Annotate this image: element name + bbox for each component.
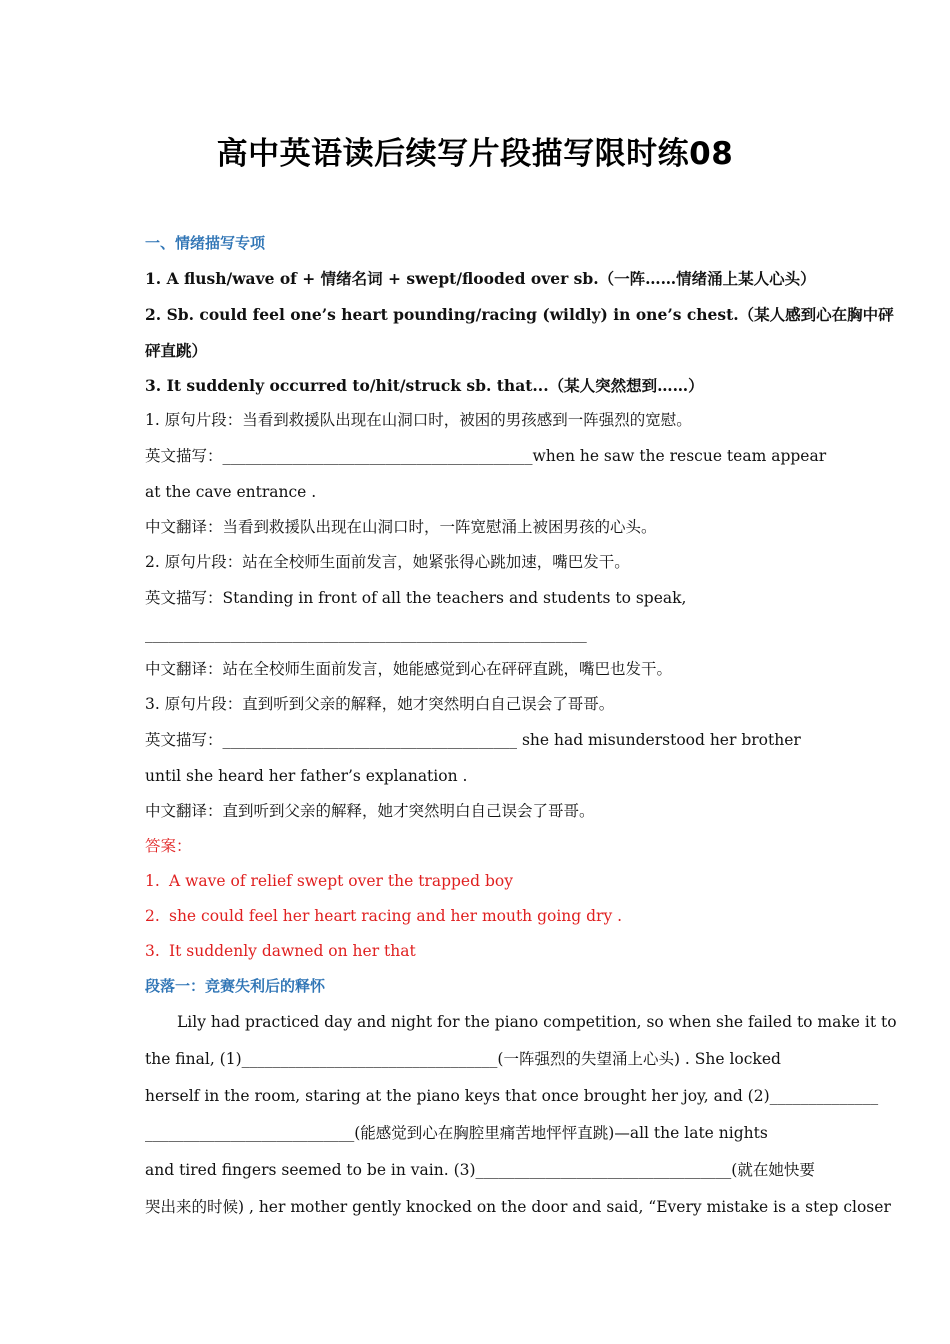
exercise-3-english xyxy=(145,722,810,759)
exercise-2-original: 2. 原句片段：站在全校师生面前发言，她紧张得心跳加速，嘴巴发干。 xyxy=(145,553,630,571)
answer-1 xyxy=(145,864,810,899)
section-heading-emotion: 一、情绪描写专项 xyxy=(145,234,266,252)
exercise-3-english-label: 英文描写： xyxy=(145,731,223,749)
pattern-2-cont: 砰直跳） xyxy=(145,341,208,360)
paragraph-1-line-3: herself in the room, staring at the piano keys that once brought her joy, and (2)______________ xyxy=(145,1087,879,1105)
paragraph-1-line-2: the final, (1)_________________________________(一阵强烈的失望涌上心头) . She locked xyxy=(145,1050,781,1068)
exercise-2-english-after: Standing in front of all the teachers and students to speak, xyxy=(222,589,687,607)
exercise-1-english-cont: at the cave entrance . xyxy=(145,483,317,501)
exercise-3-original: 3. 原句片段：直到听到父亲的解释，她才突然明白自己误会了哥哥。 xyxy=(145,695,615,713)
document-content xyxy=(145,226,897,1226)
exercise-1-original: 1. 原句片段：当看到救援队出现在山洞口时，被困的男孩感到一阵强烈的宽慰。 xyxy=(145,411,692,429)
exercise-1-english xyxy=(145,438,827,475)
answer-3-text: It suddenly dawned on her that xyxy=(169,942,416,960)
exercise-3-blank[interactable]: ______________________________________ xyxy=(222,731,518,749)
paragraph-1-heading: 段落一：竞赛失利后的释怀 xyxy=(145,977,326,995)
paragraph-1-line-1: Lily had practiced day and night for the piano competition, so when she failed to make it to xyxy=(177,1013,897,1031)
answer-2-number: 2. xyxy=(145,907,160,925)
pattern-1: 1. A flush/wave of + 情绪名词 + swept/flooded over sb.（一阵……情绪涌上某人心头） xyxy=(145,269,816,288)
exercise-2-chinese: 中文翻译：站在全校师生面前发言，她能感觉到心在砰砰直跳，嘴巴也发干。 xyxy=(145,660,673,678)
answer-3-number: 3. xyxy=(145,942,160,960)
paragraph-1-line-5: and tired fingers seemed to be in vain. (3)_________________________________(就在她快要 xyxy=(145,1161,815,1179)
answer-label: 答案： xyxy=(145,837,192,855)
exercise-1-blank[interactable]: ________________________________________ xyxy=(222,447,533,465)
page-title: 高中英语读后续写片段描写限时练08 xyxy=(216,136,734,172)
exercise-1-english-label: 英文描写： xyxy=(145,447,223,465)
pattern-2: 2. Sb. could feel one’s heart pounding/racing (wildly) in one’s chest.（某人感到心在胸中砰 xyxy=(145,305,894,324)
exercise-1-english-after: when he saw the rescue team appear xyxy=(532,447,827,465)
answer-1-text: A wave of relief swept over the trapped boy xyxy=(169,872,513,890)
pattern-3: 3. It suddenly occurred to/hit/struck sb. that...（某人突然想到……） xyxy=(145,376,704,395)
answer-2 xyxy=(145,899,810,934)
answer-3 xyxy=(145,934,810,969)
exercise-1-chinese: 中文翻译：当看到救援队出现在山洞口时，一阵宽慰涌上被困男孩的心头。 xyxy=(145,518,657,536)
paragraph-1-line-4: ___________________________(能感觉到心在胸腔里痛苦地怦怦直跳)—all the late nights xyxy=(145,1124,768,1142)
exercise-2-english-label: 英文描写： xyxy=(145,589,223,607)
exercise-2-english xyxy=(145,580,810,617)
paragraph-1-line-6: 哭出来的时候) , her mother gently knocked on the door and said, “Every mistake is a step closer xyxy=(145,1198,891,1216)
exercise-3-english-cont: until she heard her father’s explanation . xyxy=(145,767,468,785)
answer-1-number: 1. xyxy=(145,872,160,890)
exercise-3-english-after: she had misunderstood her brother xyxy=(517,731,801,749)
answer-2-text: she could feel her heart racing and her mouth going dry . xyxy=(169,907,623,925)
exercise-3-chinese: 中文翻译：直到听到父亲的解释，她才突然明白自己误会了哥哥。 xyxy=(145,802,595,820)
exercise-2-blank-line[interactable]: _________________________________________________________ xyxy=(145,625,587,643)
